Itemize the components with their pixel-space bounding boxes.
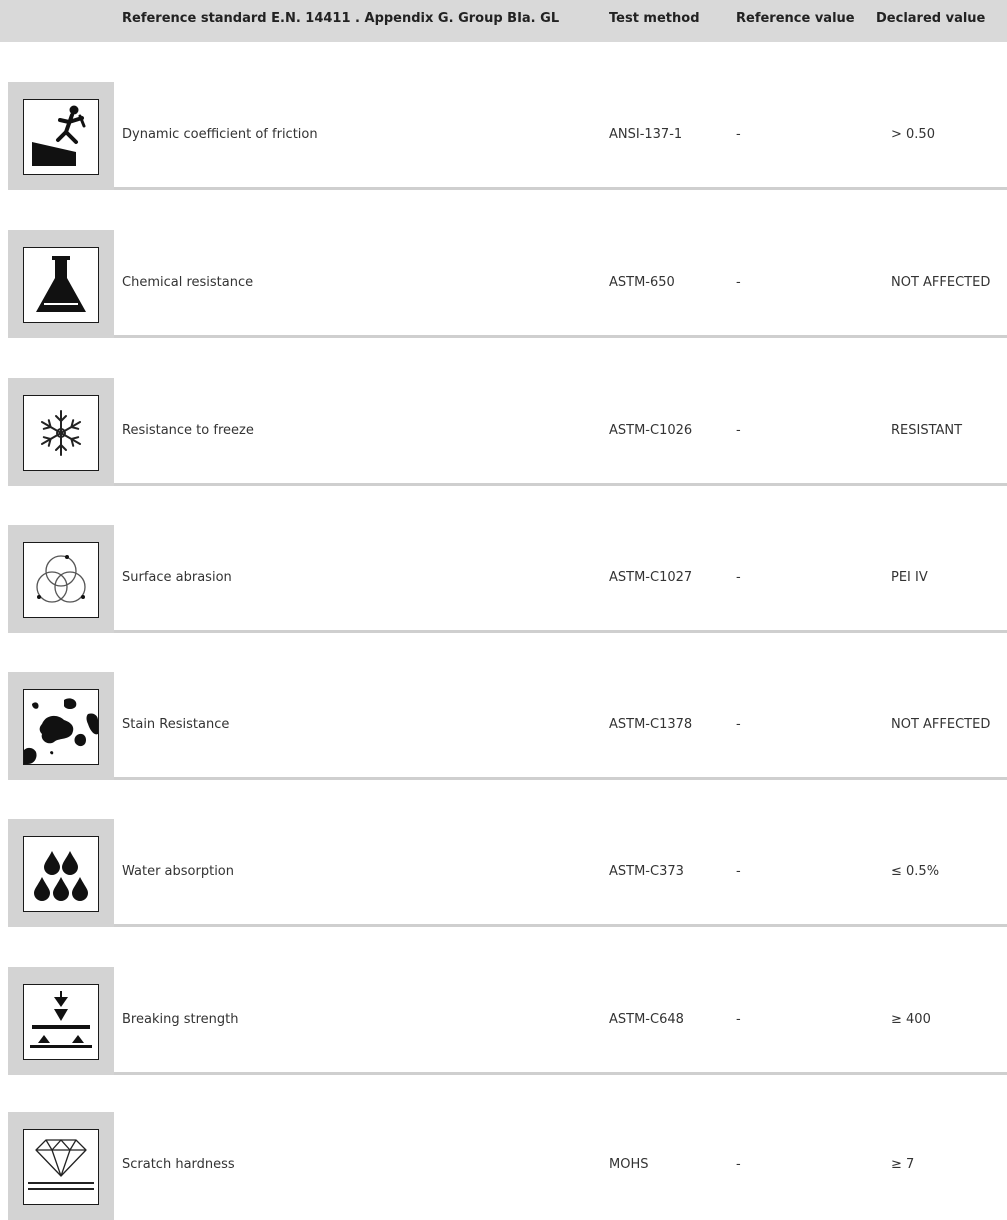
property-name: Dynamic coefficient of friction: [122, 127, 318, 142]
table-row: [0, 525, 1007, 633]
property-name: Scratch hardness: [122, 1157, 235, 1172]
icon-cell: [8, 1112, 114, 1220]
test-method: ASTM-650: [609, 275, 675, 290]
icon-cell: [8, 378, 114, 486]
table-row: [0, 82, 1007, 190]
header-reference-value: Reference value: [736, 11, 855, 26]
row-divider: [114, 924, 1007, 927]
header-declared-value: Declared value: [876, 11, 986, 26]
header-reference-standard: Reference standard E.N. 14411 . Appendix G. Group BIa. GL: [122, 11, 560, 26]
reference-value: -: [736, 1157, 741, 1172]
reference-value: -: [736, 423, 741, 438]
property-name: Breaking strength: [122, 1012, 239, 1027]
icon-cell: [8, 82, 114, 190]
flask-icon: [23, 247, 99, 323]
row-divider: [114, 187, 1007, 190]
test-method: ANSI-137-1: [609, 127, 683, 142]
table-row: [0, 819, 1007, 927]
reference-value: -: [736, 570, 741, 585]
row-divider: [114, 483, 1007, 486]
declared-value: > 0.50: [891, 127, 935, 142]
test-method: ASTM-C648: [609, 1012, 684, 1027]
row-divider: [114, 335, 1007, 338]
test-method: ASTM-C1026: [609, 423, 693, 438]
declared-value: ≤ 0.5%: [891, 864, 940, 879]
test-method: MOHS: [609, 1157, 649, 1172]
declared-value: ≥ 7: [891, 1157, 915, 1172]
icon-cell: [8, 967, 114, 1075]
reference-value: -: [736, 717, 741, 732]
header-test-method: Test method: [609, 11, 700, 26]
reference-value: -: [736, 127, 741, 142]
row-divider: [114, 777, 1007, 780]
property-name: Stain Resistance: [122, 717, 230, 732]
table-row: [0, 1112, 1007, 1220]
icon-cell: [8, 672, 114, 780]
icon-cell: [8, 819, 114, 927]
reference-value: -: [736, 1012, 741, 1027]
reference-value: -: [736, 275, 741, 290]
declared-value: NOT AFFECTED: [891, 275, 991, 290]
table-row: [0, 378, 1007, 486]
property-name: Surface abrasion: [122, 570, 232, 585]
reference-value: -: [736, 864, 741, 879]
icon-cell: [8, 230, 114, 338]
test-method: ASTM-C1027: [609, 570, 693, 585]
table-row: [0, 672, 1007, 780]
abrasion-circles-icon: [23, 542, 99, 618]
diamond-icon: [23, 1129, 99, 1205]
water-drops-icon: [23, 836, 99, 912]
declared-value: ≥ 400: [891, 1012, 931, 1027]
row-divider: [114, 630, 1007, 633]
test-method: ASTM-C1378: [609, 717, 693, 732]
declared-value: PEI IV: [891, 570, 928, 585]
breaking-strength-icon: [23, 984, 99, 1060]
property-name: Chemical resistance: [122, 275, 254, 290]
test-method: ASTM-C373: [609, 864, 684, 879]
table-row: [0, 967, 1007, 1075]
declared-value: RESISTANT: [891, 423, 963, 438]
snowflake-icon: [23, 395, 99, 471]
table-header: [0, 0, 1007, 42]
slip-fall-icon: [23, 99, 99, 175]
property-name: Resistance to freeze: [122, 423, 254, 438]
property-name: Water absorption: [122, 864, 235, 879]
row-divider: [114, 1072, 1007, 1075]
stain-icon: [23, 689, 99, 765]
declared-value: NOT AFFECTED: [891, 717, 991, 732]
icon-cell: [8, 525, 114, 633]
table-row: [0, 230, 1007, 338]
